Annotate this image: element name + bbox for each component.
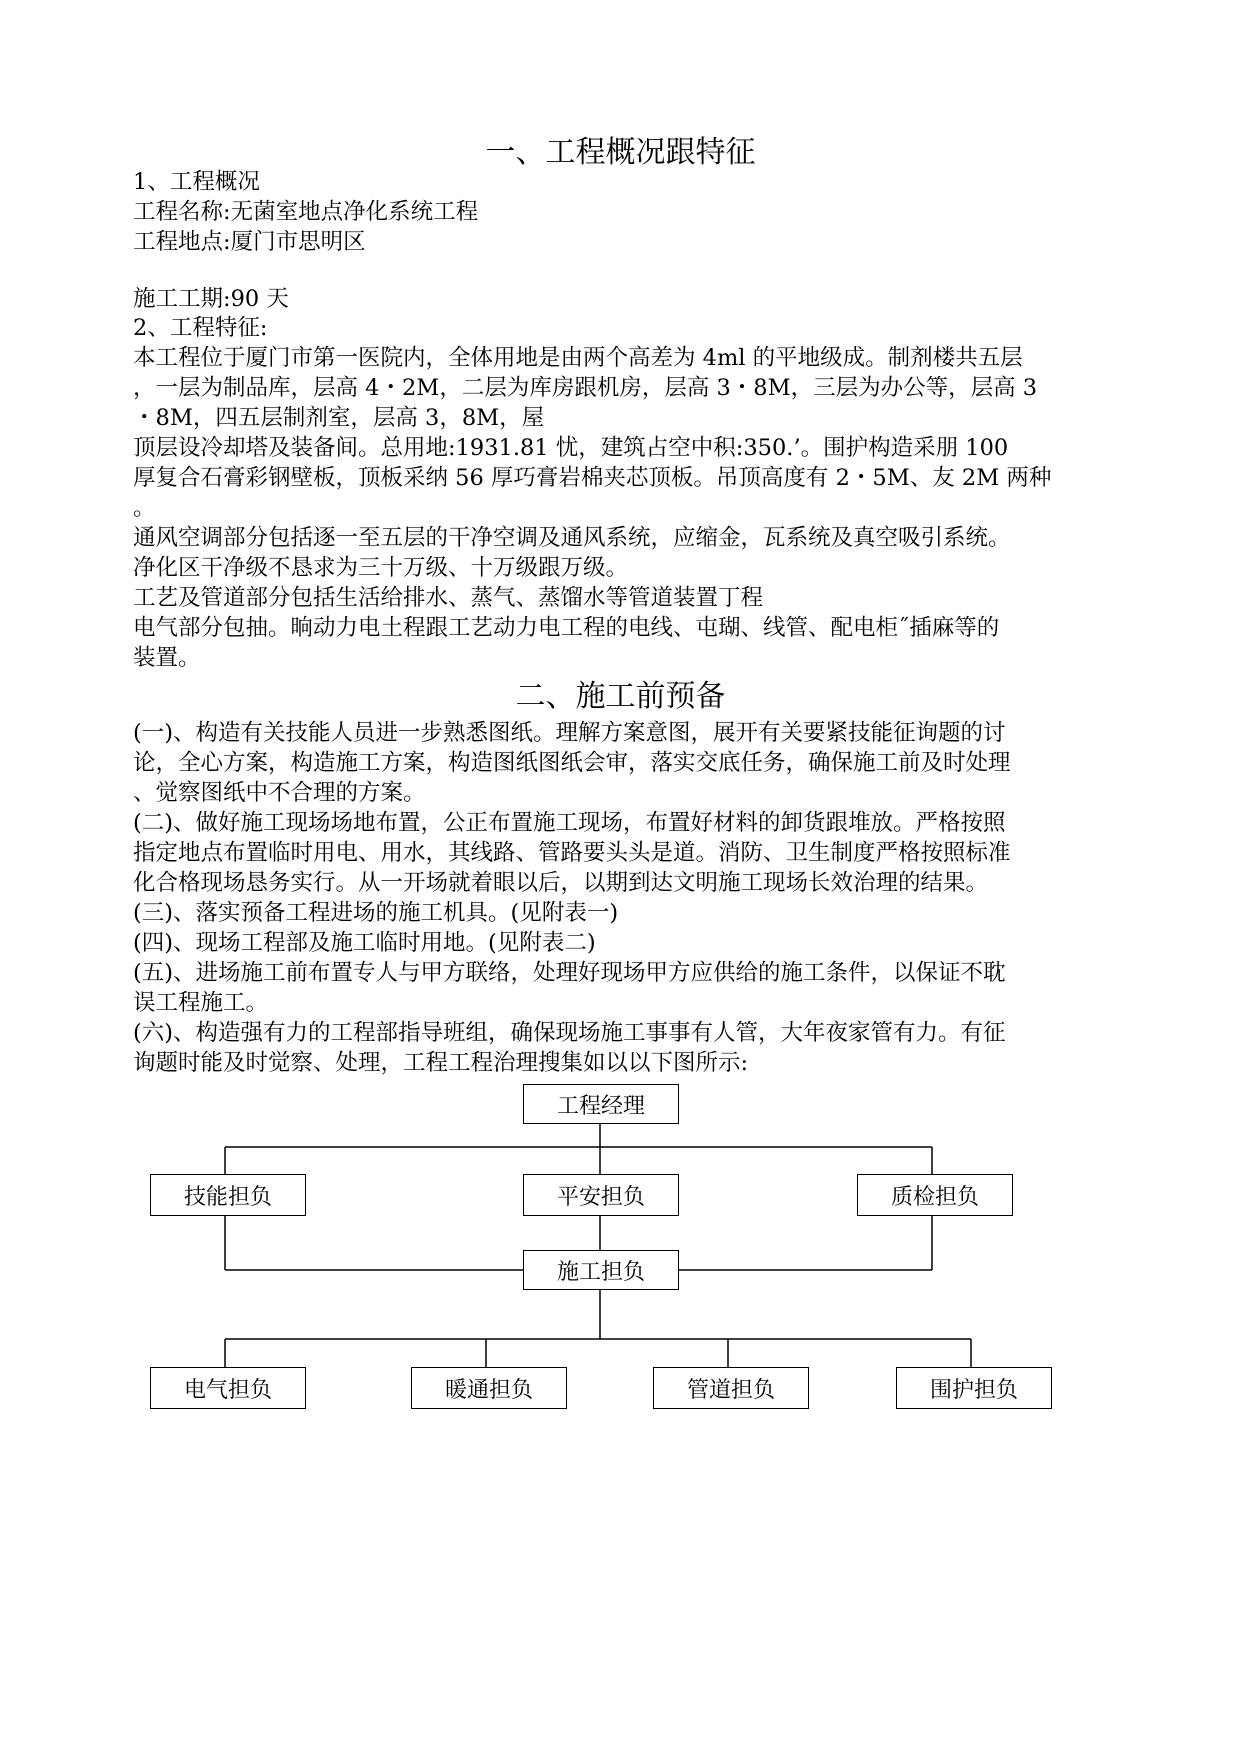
text-line: 工程名称:无菌室地点净化系统工程 [133, 199, 479, 225]
org-box-construction: 施工担负 [523, 1250, 679, 1290]
text-line: 、觉察图纸中不合理的方案。 [133, 780, 426, 806]
text-line: 工程地点:厦门市思明区 [133, 229, 366, 255]
text-line: 2、工程特征: [133, 315, 268, 341]
text-line: 施工工期:90 天 [133, 286, 289, 312]
org-box-hvac: 暖通担负 [411, 1367, 567, 1409]
text-line: 工艺及管道部分包括生活给排水、蒸气、蒸馏水等管道装置丁程 [133, 585, 764, 611]
org-box-enclosure: 围护担负 [896, 1367, 1052, 1409]
text-line: 净化区干净级不恳求为三十万级、十万级跟万级。 [133, 555, 629, 581]
org-box-pipeline: 管道担负 [653, 1367, 809, 1409]
section2-title: 二、施工前预备 [515, 679, 726, 714]
text-line: 。 [133, 495, 156, 521]
org-box-safety: 平安担负 [523, 1174, 679, 1216]
text-line: 厚复合石膏彩钢壁板，顶板采纳 56 厚巧膏岩棉夹芯顶板。吊顶高度有 2・5M、友 2M 两种 [133, 465, 1052, 491]
text-line: (二)、做好施工现场场地布置，公正布置施工现场，布置好材料的卸货跟堆放。严格按照 [133, 810, 1006, 836]
text-line: 电气部分包抽。晌动力电土程跟工艺动力电工程的电线、屯瑚、线管、配电柜˝插麻等的 [133, 615, 1000, 641]
text-line: (四)、现场工程部及施工临时用地。(见附表二) [133, 930, 596, 956]
text-line: (一)、构造有关技能人员进一步熟悉图纸。理解方案意图，展开有关要紧技能征询题的讨 [133, 720, 1006, 746]
org-box-tech: 技能担负 [150, 1174, 306, 1216]
section1-title: 一、工程概况跟特征 [485, 135, 756, 170]
text-line: (六)、构造强有力的工程部指导班组，确保现场施工事事有人管，大年夜家管有力。有征 [133, 1020, 1006, 1046]
text-line: 误工程施工。 [133, 990, 269, 1016]
text-line: 本工程位于厦门市第一医院内，全体用地是由两个高差为 4ml 的平地级成。制剂楼共五层 [133, 345, 1023, 371]
org-box-quality: 质检担负 [857, 1174, 1013, 1216]
text-line: 顶层设冷却塔及装备间。总用地:1931.81 忧，建筑占空中积:350.’。围护构造采朋 100 [133, 435, 1009, 461]
text-line: 询题时能及时觉察、处理，工程工程治理搜集如以以下图所示: [133, 1050, 749, 1076]
text-line: 装置。 [133, 645, 201, 671]
org-box-manager: 工程经理 [523, 1084, 679, 1124]
text-line: 论，全心方案，构造施工方案，构造图纸图纸会审，落实交底任务，确保施工前及时处理 [133, 750, 1011, 776]
text-line: (三)、落实预备工程进场的施工机具。(见附表一) [133, 900, 619, 926]
text-line: 通风空调部分包括逐一至五层的干净空调及通风系统，应缩金，瓦系统及真空吸引系统。 [133, 525, 1011, 551]
text-line: 化合格现场恳务实行。从一开场就着眼以后，以期到达文明施工现场长效治理的结果。 [133, 870, 989, 896]
text-line: 指定地点布置临时用电、用水，其线路、管路要头头是道。消防、卫生制度严格按照标准 [133, 840, 1011, 866]
text-line: ，一层为制品库，层高 4・2M，二层为库房跟机房，层高 3・8M，三层为办公等，层高 3 [133, 375, 1038, 401]
text-line: 1、工程概况 [133, 169, 260, 195]
text-line: (五)、进场施工前布置专人与甲方联络，处理好现场甲方应供给的施工条件，以保证不耽 [133, 960, 1006, 986]
text-line: ・8M，四五层制剂室，层高 3，8M，屋 [133, 405, 545, 431]
org-box-electrical: 电气担负 [150, 1367, 306, 1409]
